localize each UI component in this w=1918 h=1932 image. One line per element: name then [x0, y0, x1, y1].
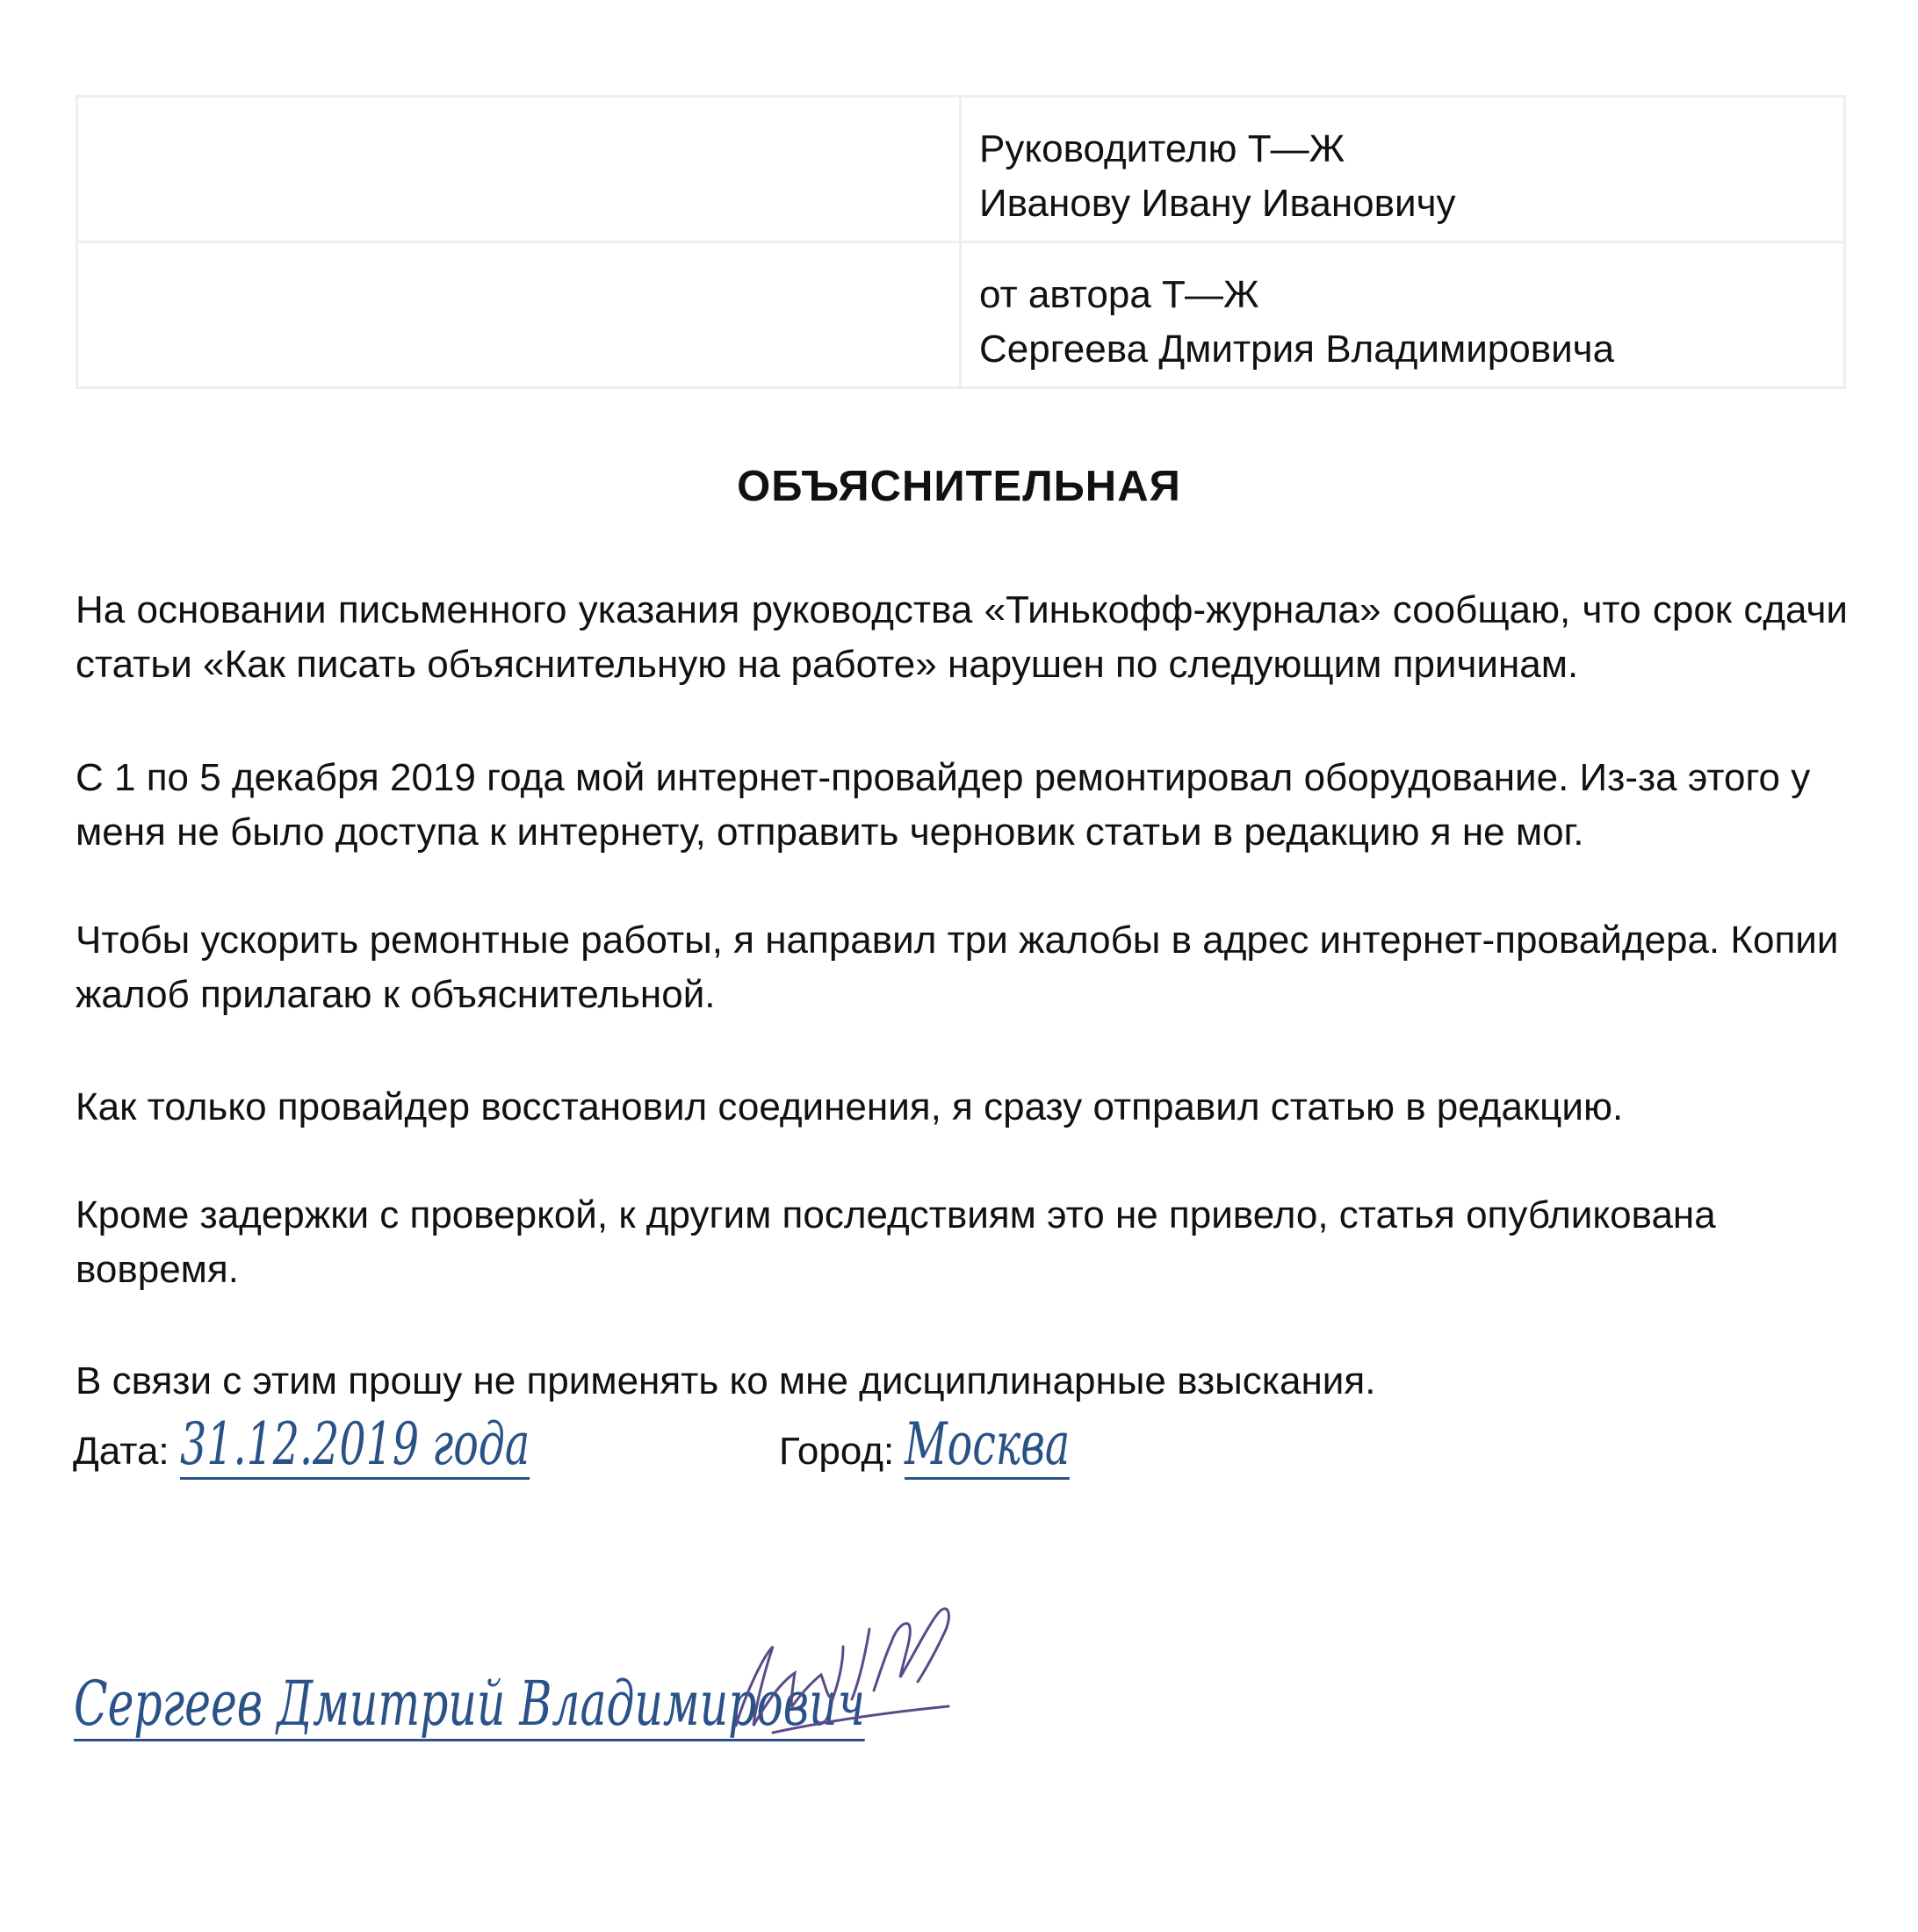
- paragraph-request: В связи с этим прошу не применять ко мне дисциплинарные взыскания.: [76, 1359, 1376, 1402]
- paragraph-reason-intro: На основании письменного указания руководства «Тинькофф-журнала» сообщаю, что срок сдачи статьи «Как писать объяснительную на работе» нарушен по следующим причинам.: [76, 588, 1848, 686]
- sender-cell: [961, 242, 1845, 388]
- handwritten-signature: [729, 1594, 957, 1752]
- paragraph-consequences: Кроме задержки с проверкой, к другим последствиям это не привело, статья опубликована вовремя.: [76, 1193, 1716, 1291]
- city-field: [779, 1410, 1135, 1487]
- paragraph-complaints: Чтобы ускорить ремонтные работы, я направил три жалобы в адрес интернет-провайдера. Копии жалоб прилагаю к объяснительной.: [76, 919, 1839, 1016]
- sender-blank-cell: [77, 242, 961, 388]
- recipient-cell: [961, 97, 1845, 242]
- paragraph-provider-repair: С 1 по 5 декабря 2019 года мой интернет-провайдер ремонтировал оборудование. Из-за этого у меня не было доступа к интернету, отправить черновик статьи в редакцию я не мог.: [76, 756, 1811, 854]
- city-value: Москва: [905, 1410, 1071, 1478]
- date-value: 31.12.2019 года: [179, 1410, 530, 1478]
- sender-position: от автора Т—Ж: [979, 273, 1259, 316]
- addressee-blank-cell: [77, 97, 961, 242]
- addressee-table: [76, 95, 1846, 389]
- document-title: ОБЪЯСНИТЕЛЬНАЯ: [737, 463, 1181, 510]
- city-label: Город:: [779, 1430, 895, 1473]
- recipient-name: Иванову Ивану Ивановичу: [979, 182, 1456, 225]
- date-label: Дата:: [73, 1430, 169, 1473]
- date-field: [73, 1410, 666, 1487]
- signatory-name: Сергеев Дмитрий Владимирович: [74, 1668, 865, 1740]
- paragraph-article-sent: Как только провайдер восстановил соединения, я сразу отправил статью в редакцию.: [76, 1085, 1624, 1128]
- recipient-position: Руководителю Т—Ж: [979, 127, 1345, 170]
- sender-name: Сергеева Дмитрия Владимировича: [979, 328, 1615, 371]
